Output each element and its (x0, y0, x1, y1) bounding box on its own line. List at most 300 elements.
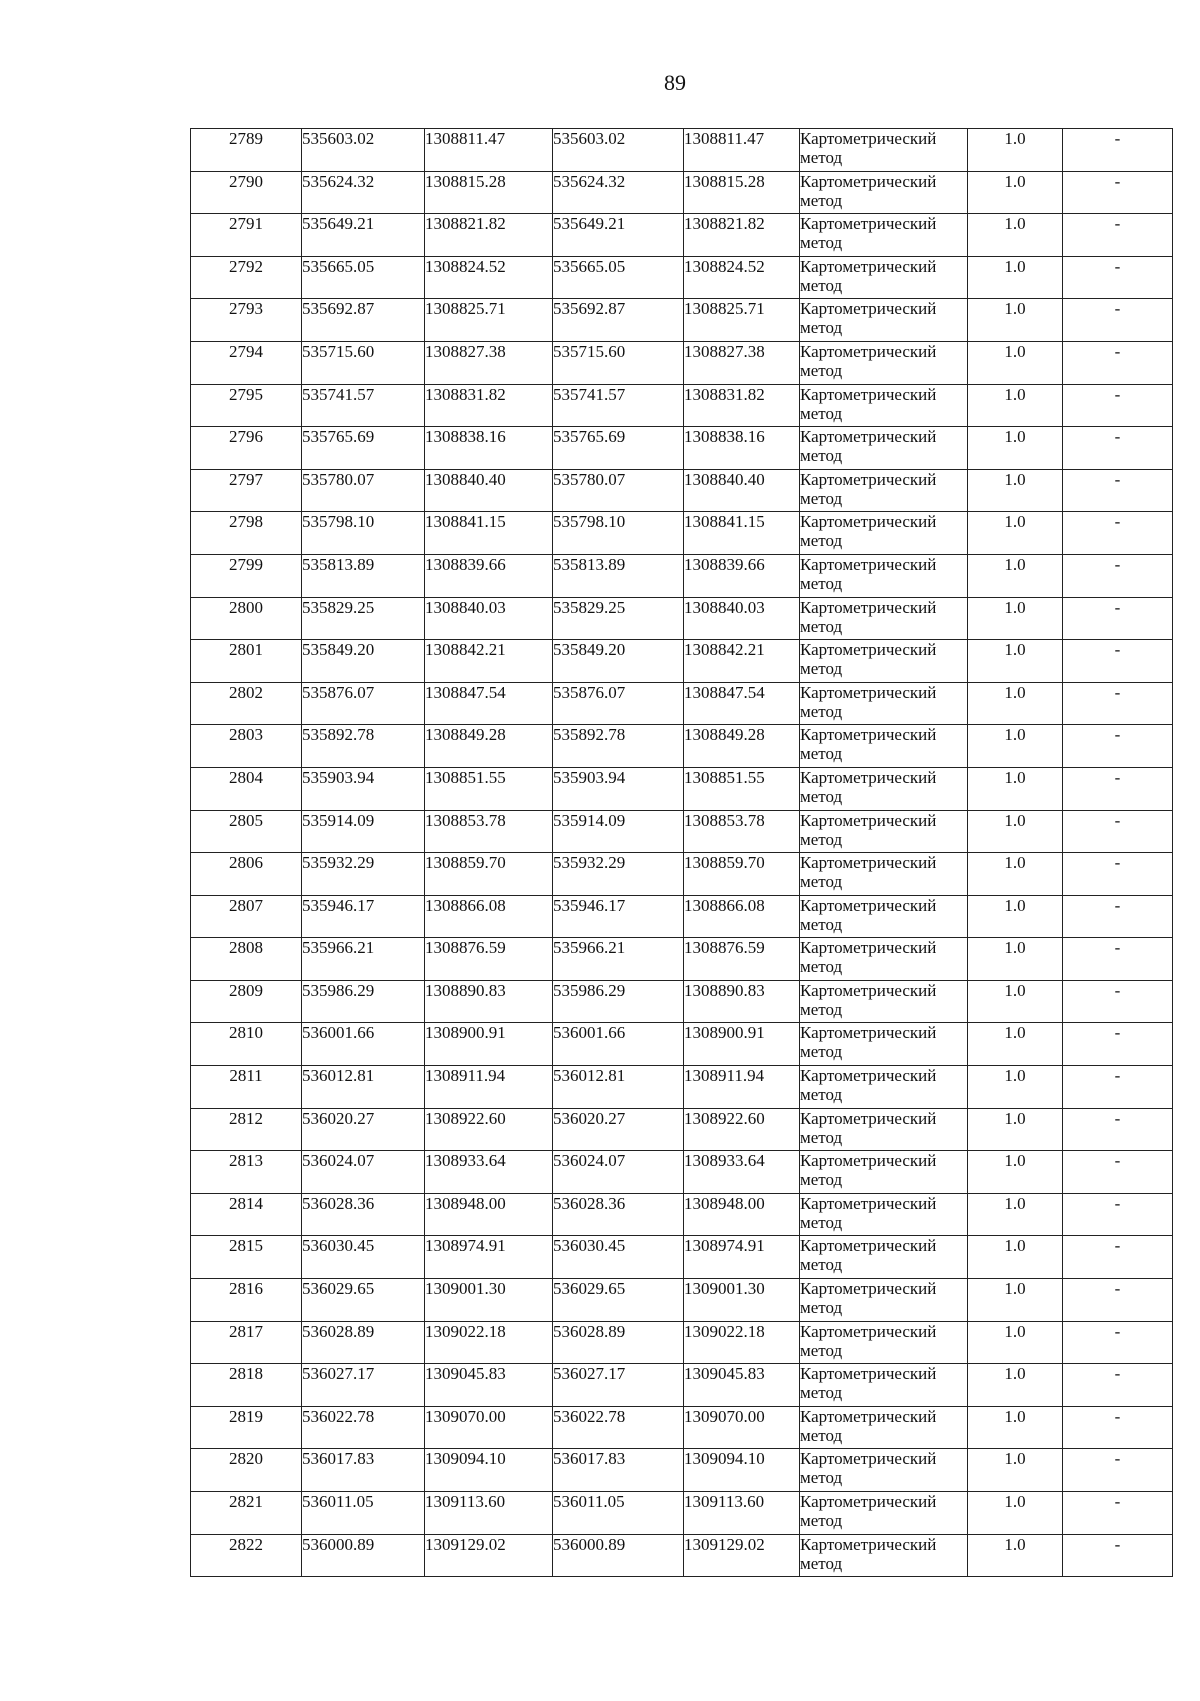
point-number-cell: 2820 (191, 1449, 302, 1492)
new-x-cell: 535715.60 (553, 341, 684, 384)
point-number-cell: 2819 (191, 1406, 302, 1449)
table-row (191, 256, 1173, 299)
existing-x-cell: 536027.17 (302, 1364, 425, 1407)
accuracy-cell: 1.0 (968, 1321, 1063, 1364)
method-cell: Картометрический метод (800, 1108, 968, 1151)
existing-x-cell: 535849.20 (302, 640, 425, 683)
existing-y-cell: 1309113.60 (425, 1492, 553, 1535)
note-cell: - (1063, 640, 1173, 683)
method-cell: Картометрический метод (800, 341, 968, 384)
method-cell: Картометрический метод (800, 171, 968, 214)
note-cell: - (1063, 682, 1173, 725)
table-row (191, 895, 1173, 938)
table-row (191, 554, 1173, 597)
note-cell: - (1063, 767, 1173, 810)
point-number-cell: 2793 (191, 299, 302, 342)
accuracy-cell: 1.0 (968, 980, 1063, 1023)
existing-x-cell: 536028.36 (302, 1193, 425, 1236)
note-cell: - (1063, 256, 1173, 299)
table-row (191, 597, 1173, 640)
table-row (191, 1151, 1173, 1194)
new-y-cell: 1308974.91 (684, 1236, 800, 1279)
method-cell: Картометрический метод (800, 1193, 968, 1236)
point-number-cell: 2805 (191, 810, 302, 853)
existing-x-cell: 535624.32 (302, 171, 425, 214)
note-cell: - (1063, 1321, 1173, 1364)
new-x-cell: 535813.89 (553, 554, 684, 597)
existing-x-cell: 536000.89 (302, 1534, 425, 1577)
new-x-cell: 535903.94 (553, 767, 684, 810)
new-y-cell: 1308859.70 (684, 853, 800, 896)
table-row (191, 1534, 1173, 1577)
note-cell: - (1063, 214, 1173, 257)
method-cell: Картометрический метод (800, 1449, 968, 1492)
point-number-cell: 2800 (191, 597, 302, 640)
new-y-cell: 1308811.47 (684, 129, 800, 172)
note-cell: - (1063, 725, 1173, 768)
method-cell: Картометрический метод (800, 1023, 968, 1066)
accuracy-cell: 1.0 (968, 1364, 1063, 1407)
new-x-cell: 536017.83 (553, 1449, 684, 1492)
existing-x-cell: 535765.69 (302, 427, 425, 470)
existing-y-cell: 1308824.52 (425, 256, 553, 299)
point-number-cell: 2822 (191, 1534, 302, 1577)
note-cell: - (1063, 1236, 1173, 1279)
existing-x-cell: 535914.09 (302, 810, 425, 853)
method-cell: Картометрический метод (800, 299, 968, 342)
accuracy-cell: 1.0 (968, 1449, 1063, 1492)
existing-x-cell: 536012.81 (302, 1066, 425, 1109)
point-number-cell: 2791 (191, 214, 302, 257)
new-y-cell: 1309113.60 (684, 1492, 800, 1535)
note-cell: - (1063, 129, 1173, 172)
point-number-cell: 2798 (191, 512, 302, 555)
table-row (191, 427, 1173, 470)
existing-y-cell: 1308876.59 (425, 938, 553, 981)
new-y-cell: 1308831.82 (684, 384, 800, 427)
method-cell: Картометрический метод (800, 597, 968, 640)
existing-x-cell: 536011.05 (302, 1492, 425, 1535)
accuracy-cell: 1.0 (968, 895, 1063, 938)
coordinates-table (190, 128, 1173, 1577)
note-cell: - (1063, 1406, 1173, 1449)
accuracy-cell: 1.0 (968, 1193, 1063, 1236)
table-row (191, 1364, 1173, 1407)
existing-y-cell: 1308842.21 (425, 640, 553, 683)
new-y-cell: 1308827.38 (684, 341, 800, 384)
existing-y-cell: 1308841.15 (425, 512, 553, 555)
accuracy-cell: 1.0 (968, 129, 1063, 172)
table-row (191, 1492, 1173, 1535)
accuracy-cell: 1.0 (968, 810, 1063, 853)
existing-y-cell: 1308859.70 (425, 853, 553, 896)
accuracy-cell: 1.0 (968, 427, 1063, 470)
existing-x-cell: 535741.57 (302, 384, 425, 427)
new-x-cell: 535932.29 (553, 853, 684, 896)
note-cell: - (1063, 1492, 1173, 1535)
method-cell: Картометрический метод (800, 1492, 968, 1535)
new-x-cell: 535603.02 (553, 129, 684, 172)
new-x-cell: 536024.07 (553, 1151, 684, 1194)
existing-y-cell: 1308840.03 (425, 597, 553, 640)
point-number-cell: 2796 (191, 427, 302, 470)
existing-x-cell: 535903.94 (302, 767, 425, 810)
new-x-cell: 535914.09 (553, 810, 684, 853)
existing-x-cell: 535780.07 (302, 469, 425, 512)
new-x-cell: 536022.78 (553, 1406, 684, 1449)
new-x-cell: 536028.36 (553, 1193, 684, 1236)
point-number-cell: 2789 (191, 129, 302, 172)
new-x-cell: 535986.29 (553, 980, 684, 1023)
existing-y-cell: 1309070.00 (425, 1406, 553, 1449)
note-cell: - (1063, 895, 1173, 938)
method-cell: Картометрический метод (800, 214, 968, 257)
method-cell: Картометрический метод (800, 1406, 968, 1449)
point-number-cell: 2816 (191, 1279, 302, 1322)
method-cell: Картометрический метод (800, 1066, 968, 1109)
accuracy-cell: 1.0 (968, 1023, 1063, 1066)
existing-x-cell: 536028.89 (302, 1321, 425, 1364)
method-cell: Картометрический метод (800, 1364, 968, 1407)
method-cell: Картометрический метод (800, 554, 968, 597)
table-row (191, 1066, 1173, 1109)
existing-x-cell: 535649.21 (302, 214, 425, 257)
new-y-cell: 1308922.60 (684, 1108, 800, 1151)
existing-y-cell: 1309022.18 (425, 1321, 553, 1364)
table-row (191, 469, 1173, 512)
point-number-cell: 2790 (191, 171, 302, 214)
point-number-cell: 2795 (191, 384, 302, 427)
new-x-cell: 536029.65 (553, 1279, 684, 1322)
new-x-cell: 536030.45 (553, 1236, 684, 1279)
existing-x-cell: 535715.60 (302, 341, 425, 384)
point-number-cell: 2817 (191, 1321, 302, 1364)
new-y-cell: 1308815.28 (684, 171, 800, 214)
point-number-cell: 2811 (191, 1066, 302, 1109)
new-x-cell: 536001.66 (553, 1023, 684, 1066)
existing-x-cell: 535892.78 (302, 725, 425, 768)
note-cell: - (1063, 810, 1173, 853)
accuracy-cell: 1.0 (968, 214, 1063, 257)
new-x-cell: 535665.05 (553, 256, 684, 299)
note-cell: - (1063, 1364, 1173, 1407)
new-y-cell: 1308900.91 (684, 1023, 800, 1066)
point-number-cell: 2821 (191, 1492, 302, 1535)
existing-y-cell: 1308933.64 (425, 1151, 553, 1194)
note-cell: - (1063, 1066, 1173, 1109)
table-row (191, 171, 1173, 214)
note-cell: - (1063, 938, 1173, 981)
point-number-cell: 2818 (191, 1364, 302, 1407)
table-row (191, 1193, 1173, 1236)
table-row (191, 767, 1173, 810)
existing-y-cell: 1309129.02 (425, 1534, 553, 1577)
new-y-cell: 1309129.02 (684, 1534, 800, 1577)
new-x-cell: 535798.10 (553, 512, 684, 555)
existing-y-cell: 1308922.60 (425, 1108, 553, 1151)
table-row (191, 725, 1173, 768)
method-cell: Картометрический метод (800, 129, 968, 172)
accuracy-cell: 1.0 (968, 682, 1063, 725)
accuracy-cell: 1.0 (968, 640, 1063, 683)
existing-x-cell: 535829.25 (302, 597, 425, 640)
new-x-cell: 536011.05 (553, 1492, 684, 1535)
note-cell: - (1063, 597, 1173, 640)
note-cell: - (1063, 341, 1173, 384)
existing-x-cell: 535932.29 (302, 853, 425, 896)
existing-x-cell: 535603.02 (302, 129, 425, 172)
existing-y-cell: 1308849.28 (425, 725, 553, 768)
table-row (191, 1406, 1173, 1449)
table-row (191, 640, 1173, 683)
existing-x-cell: 535966.21 (302, 938, 425, 981)
note-cell: - (1063, 1108, 1173, 1151)
accuracy-cell: 1.0 (968, 171, 1063, 214)
accuracy-cell: 1.0 (968, 1108, 1063, 1151)
existing-x-cell: 535876.07 (302, 682, 425, 725)
new-y-cell: 1309022.18 (684, 1321, 800, 1364)
existing-y-cell: 1308851.55 (425, 767, 553, 810)
point-number-cell: 2804 (191, 767, 302, 810)
accuracy-cell: 1.0 (968, 1406, 1063, 1449)
point-number-cell: 2792 (191, 256, 302, 299)
accuracy-cell: 1.0 (968, 597, 1063, 640)
existing-y-cell: 1308900.91 (425, 1023, 553, 1066)
point-number-cell: 2808 (191, 938, 302, 981)
note-cell: - (1063, 1023, 1173, 1066)
new-x-cell: 535946.17 (553, 895, 684, 938)
note-cell: - (1063, 171, 1173, 214)
existing-y-cell: 1308831.82 (425, 384, 553, 427)
existing-x-cell: 535665.05 (302, 256, 425, 299)
existing-x-cell: 536022.78 (302, 1406, 425, 1449)
new-x-cell: 535649.21 (553, 214, 684, 257)
accuracy-cell: 1.0 (968, 1151, 1063, 1194)
existing-x-cell: 536017.83 (302, 1449, 425, 1492)
existing-y-cell: 1308811.47 (425, 129, 553, 172)
existing-y-cell: 1308890.83 (425, 980, 553, 1023)
existing-y-cell: 1308911.94 (425, 1066, 553, 1109)
new-y-cell: 1308821.82 (684, 214, 800, 257)
accuracy-cell: 1.0 (968, 299, 1063, 342)
table-row (191, 1321, 1173, 1364)
table-row (191, 384, 1173, 427)
table-row (191, 1023, 1173, 1066)
new-x-cell: 536000.89 (553, 1534, 684, 1577)
method-cell: Картометрический метод (800, 767, 968, 810)
note-cell: - (1063, 384, 1173, 427)
table-body (191, 129, 1173, 1577)
existing-y-cell: 1309045.83 (425, 1364, 553, 1407)
table-row (191, 1279, 1173, 1322)
method-cell: Картометрический метод (800, 682, 968, 725)
accuracy-cell: 1.0 (968, 512, 1063, 555)
note-cell: - (1063, 469, 1173, 512)
note-cell: - (1063, 1449, 1173, 1492)
table-row (191, 938, 1173, 981)
point-number-cell: 2809 (191, 980, 302, 1023)
new-y-cell: 1308840.03 (684, 597, 800, 640)
table-row (191, 810, 1173, 853)
new-y-cell: 1308838.16 (684, 427, 800, 470)
method-cell: Картометрический метод (800, 725, 968, 768)
method-cell: Картометрический метод (800, 1321, 968, 1364)
table-row (191, 682, 1173, 725)
accuracy-cell: 1.0 (968, 853, 1063, 896)
existing-x-cell: 535813.89 (302, 554, 425, 597)
new-x-cell: 535892.78 (553, 725, 684, 768)
accuracy-cell: 1.0 (968, 469, 1063, 512)
note-cell: - (1063, 427, 1173, 470)
new-x-cell: 536012.81 (553, 1066, 684, 1109)
point-number-cell: 2810 (191, 1023, 302, 1066)
note-cell: - (1063, 1193, 1173, 1236)
new-y-cell: 1308841.15 (684, 512, 800, 555)
method-cell: Картометрический метод (800, 810, 968, 853)
table-row (191, 1236, 1173, 1279)
accuracy-cell: 1.0 (968, 256, 1063, 299)
new-y-cell: 1309094.10 (684, 1449, 800, 1492)
new-x-cell: 536020.27 (553, 1108, 684, 1151)
note-cell: - (1063, 512, 1173, 555)
point-number-cell: 2807 (191, 895, 302, 938)
new-y-cell: 1308824.52 (684, 256, 800, 299)
method-cell: Картометрический метод (800, 256, 968, 299)
table-row (191, 1449, 1173, 1492)
new-x-cell: 535849.20 (553, 640, 684, 683)
new-y-cell: 1309045.83 (684, 1364, 800, 1407)
new-y-cell: 1308866.08 (684, 895, 800, 938)
new-y-cell: 1308851.55 (684, 767, 800, 810)
accuracy-cell: 1.0 (968, 341, 1063, 384)
method-cell: Картометрический метод (800, 469, 968, 512)
new-y-cell: 1308876.59 (684, 938, 800, 981)
new-x-cell: 535966.21 (553, 938, 684, 981)
method-cell: Картометрический метод (800, 938, 968, 981)
method-cell: Картометрический метод (800, 512, 968, 555)
method-cell: Картометрический метод (800, 980, 968, 1023)
method-cell: Картометрический метод (800, 427, 968, 470)
point-number-cell: 2814 (191, 1193, 302, 1236)
existing-x-cell: 536030.45 (302, 1236, 425, 1279)
new-y-cell: 1308825.71 (684, 299, 800, 342)
new-y-cell: 1308842.21 (684, 640, 800, 683)
existing-x-cell: 535798.10 (302, 512, 425, 555)
note-cell: - (1063, 1279, 1173, 1322)
existing-y-cell: 1308847.54 (425, 682, 553, 725)
method-cell: Картометрический метод (800, 853, 968, 896)
new-x-cell: 535876.07 (553, 682, 684, 725)
table-row (191, 299, 1173, 342)
note-cell: - (1063, 554, 1173, 597)
accuracy-cell: 1.0 (968, 1236, 1063, 1279)
note-cell: - (1063, 299, 1173, 342)
point-number-cell: 2799 (191, 554, 302, 597)
note-cell: - (1063, 853, 1173, 896)
table-row (191, 129, 1173, 172)
new-y-cell: 1308948.00 (684, 1193, 800, 1236)
new-y-cell: 1309001.30 (684, 1279, 800, 1322)
point-number-cell: 2797 (191, 469, 302, 512)
point-number-cell: 2802 (191, 682, 302, 725)
existing-x-cell: 535946.17 (302, 895, 425, 938)
existing-x-cell: 535986.29 (302, 980, 425, 1023)
new-y-cell: 1308839.66 (684, 554, 800, 597)
new-y-cell: 1309070.00 (684, 1406, 800, 1449)
existing-y-cell: 1308853.78 (425, 810, 553, 853)
new-y-cell: 1308840.40 (684, 469, 800, 512)
existing-y-cell: 1308825.71 (425, 299, 553, 342)
new-x-cell: 535780.07 (553, 469, 684, 512)
existing-y-cell: 1308827.38 (425, 341, 553, 384)
existing-x-cell: 535692.87 (302, 299, 425, 342)
method-cell: Картометрический метод (800, 1534, 968, 1577)
new-y-cell: 1308849.28 (684, 725, 800, 768)
table-row (191, 214, 1173, 257)
new-x-cell: 535765.69 (553, 427, 684, 470)
method-cell: Картометрический метод (800, 384, 968, 427)
accuracy-cell: 1.0 (968, 767, 1063, 810)
existing-y-cell: 1308948.00 (425, 1193, 553, 1236)
existing-y-cell: 1308838.16 (425, 427, 553, 470)
accuracy-cell: 1.0 (968, 1279, 1063, 1322)
existing-y-cell: 1308815.28 (425, 171, 553, 214)
new-y-cell: 1308933.64 (684, 1151, 800, 1194)
existing-x-cell: 536001.66 (302, 1023, 425, 1066)
method-cell: Картометрический метод (800, 1236, 968, 1279)
point-number-cell: 2803 (191, 725, 302, 768)
point-number-cell: 2812 (191, 1108, 302, 1151)
existing-x-cell: 536020.27 (302, 1108, 425, 1151)
existing-y-cell: 1309094.10 (425, 1449, 553, 1492)
method-cell: Картометрический метод (800, 640, 968, 683)
point-number-cell: 2806 (191, 853, 302, 896)
table-row (191, 512, 1173, 555)
existing-y-cell: 1308821.82 (425, 214, 553, 257)
new-x-cell: 535741.57 (553, 384, 684, 427)
accuracy-cell: 1.0 (968, 725, 1063, 768)
existing-y-cell: 1308839.66 (425, 554, 553, 597)
new-y-cell: 1308853.78 (684, 810, 800, 853)
existing-y-cell: 1309001.30 (425, 1279, 553, 1322)
table-row (191, 853, 1173, 896)
method-cell: Картометрический метод (800, 1279, 968, 1322)
accuracy-cell: 1.0 (968, 384, 1063, 427)
new-x-cell: 536028.89 (553, 1321, 684, 1364)
method-cell: Картометрический метод (800, 895, 968, 938)
new-x-cell: 536027.17 (553, 1364, 684, 1407)
point-number-cell: 2794 (191, 341, 302, 384)
new-y-cell: 1308890.83 (684, 980, 800, 1023)
new-x-cell: 535624.32 (553, 171, 684, 214)
point-number-cell: 2813 (191, 1151, 302, 1194)
table-row (191, 980, 1173, 1023)
existing-y-cell: 1308974.91 (425, 1236, 553, 1279)
accuracy-cell: 1.0 (968, 938, 1063, 981)
note-cell: - (1063, 1151, 1173, 1194)
new-y-cell: 1308911.94 (684, 1066, 800, 1109)
table-row (191, 1108, 1173, 1151)
note-cell: - (1063, 980, 1173, 1023)
accuracy-cell: 1.0 (968, 1066, 1063, 1109)
existing-x-cell: 536024.07 (302, 1151, 425, 1194)
accuracy-cell: 1.0 (968, 1534, 1063, 1577)
page-number: 89 (664, 70, 686, 95)
existing-y-cell: 1308840.40 (425, 469, 553, 512)
accuracy-cell: 1.0 (968, 1492, 1063, 1535)
accuracy-cell: 1.0 (968, 554, 1063, 597)
table-row (191, 341, 1173, 384)
